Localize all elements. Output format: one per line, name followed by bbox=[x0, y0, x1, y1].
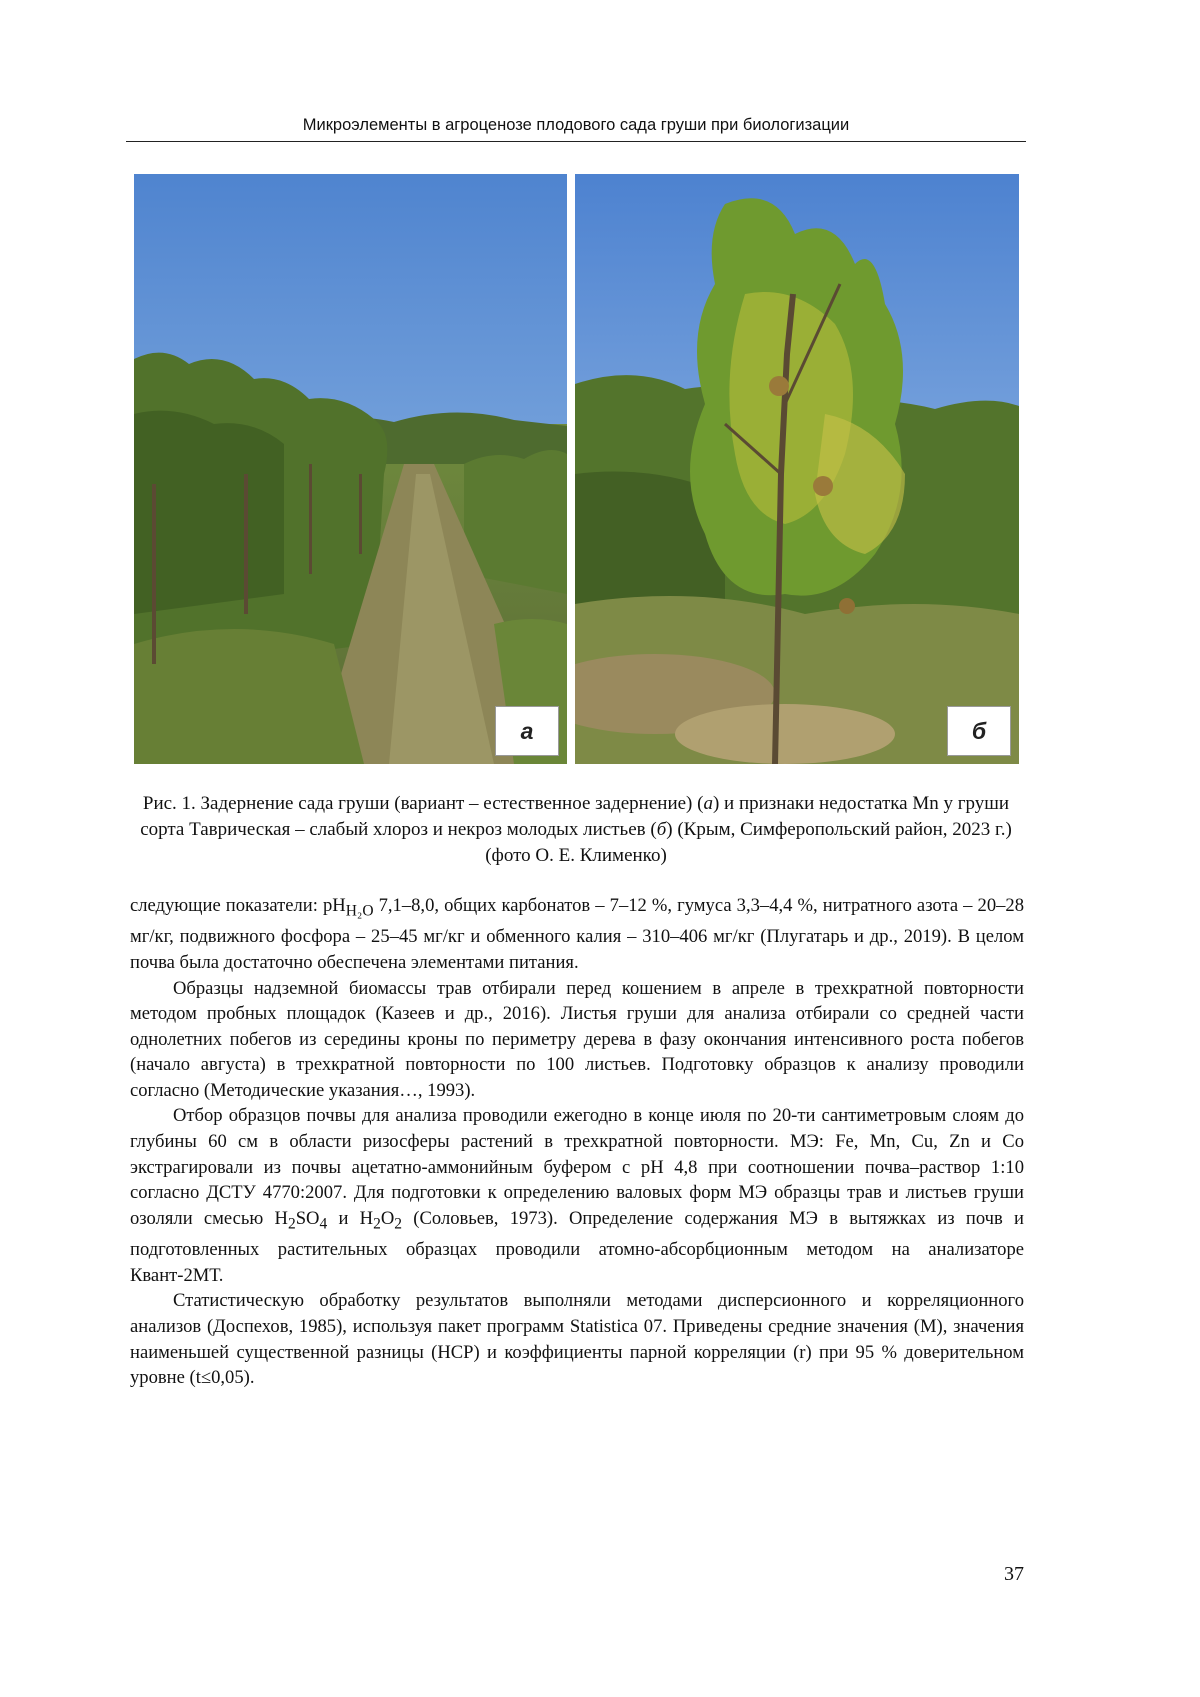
running-title: Микроэлементы в агроценозе плодового сада груши при биологизации bbox=[126, 116, 1026, 142]
paragraph-soil-sampling: Отбор образцов почвы для анализа проводили ежегодно в конце июля по 20-ти сантиметровым слоям до глубины 60 см в области ризосферы растений в трехкратной повторности. МЭ: Fe, Mn, Cu, Zn и Co экстрагировали из почвы ацетатно-аммонийным буфером с рН 4,8 при соотношении почва–раствор 1:10 согласно ДСТУ 4770:2007. Для подготовки к определению валовых форм МЭ образцы трав и листьев груши озоляли смесью $H_2SO_4$ и $H_2O_2$ (Соловьев, 1973). Определение содержания МЭ в вытяжках из почв и подготовленных растительных образцах проводили атомно-абсорбционным методом на анализаторе Квант-2МТ. bbox=[130, 1105, 1024, 1286]
paragraph-soil-indicators: следующие показатели: $pH_{H_2O}$ 7,1–8,0, общих карбонатов – 7–12 %, гумуса 3,3–4,4 %, нитратного азота – 20–28 мг/кг, подвижного фосфора – 25–45 мг/кг и обменного калия – 310–406 мг/кг (Плугатарь и др., 2019). В целом почва была достаточно обеспечена элементами питания. bbox=[130, 895, 1025, 973]
orchard-rows-image bbox=[134, 174, 567, 764]
paragraph-statistics: Статистическую обработку результатов выполняли методами дисперсионного и корреляционного анализов (Доспехов, 1985), используя пакет программ Statistica 07. Приведены средние значения (M), значения наименьшей существенной разницы (НСР) и коэффициенты парной корреляции (r) при 95 % доверительном уровне (t≤0,05). bbox=[130, 1290, 1024, 1389]
pear-tree-image bbox=[575, 174, 1019, 764]
figure-caption: Рис. 1. Задернение сада груши (вариант – естественное задернение) (а) и признаки недостатка Mn у груши сорта Таврическая – слабый хлороз и некроз молодых листьев (б) (Крым, Симферопольский район, 2023 г.) (фото О. Е. Клименко) bbox=[140, 793, 1012, 866]
paragraph-sampling-biomass: Образцы надземной биомассы трав отбирали перед кошением в апреле в трехкратной повторности методом пробных площадок (Казеев и др., 2016). Листья груши для анализа отбирали со средней части однолетних побегов из середины кроны по периметру дерева в фазу окончания интенсивного роста побегов (начало августа) в трехкратной повторности по 100 листьев. Подготовку образцов к анализу проводили согласно (Методические указания…, 1993). bbox=[130, 977, 1024, 1101]
panel-label-a: а bbox=[495, 706, 559, 756]
body-text bbox=[130, 893, 1024, 1391]
panel-label-b: б bbox=[947, 706, 1011, 756]
photo-pear-tree bbox=[575, 174, 1019, 764]
page-number: 37 bbox=[1004, 1563, 1024, 1585]
photo-orchard-sod bbox=[134, 174, 567, 764]
figure-1 bbox=[134, 174, 1019, 764]
